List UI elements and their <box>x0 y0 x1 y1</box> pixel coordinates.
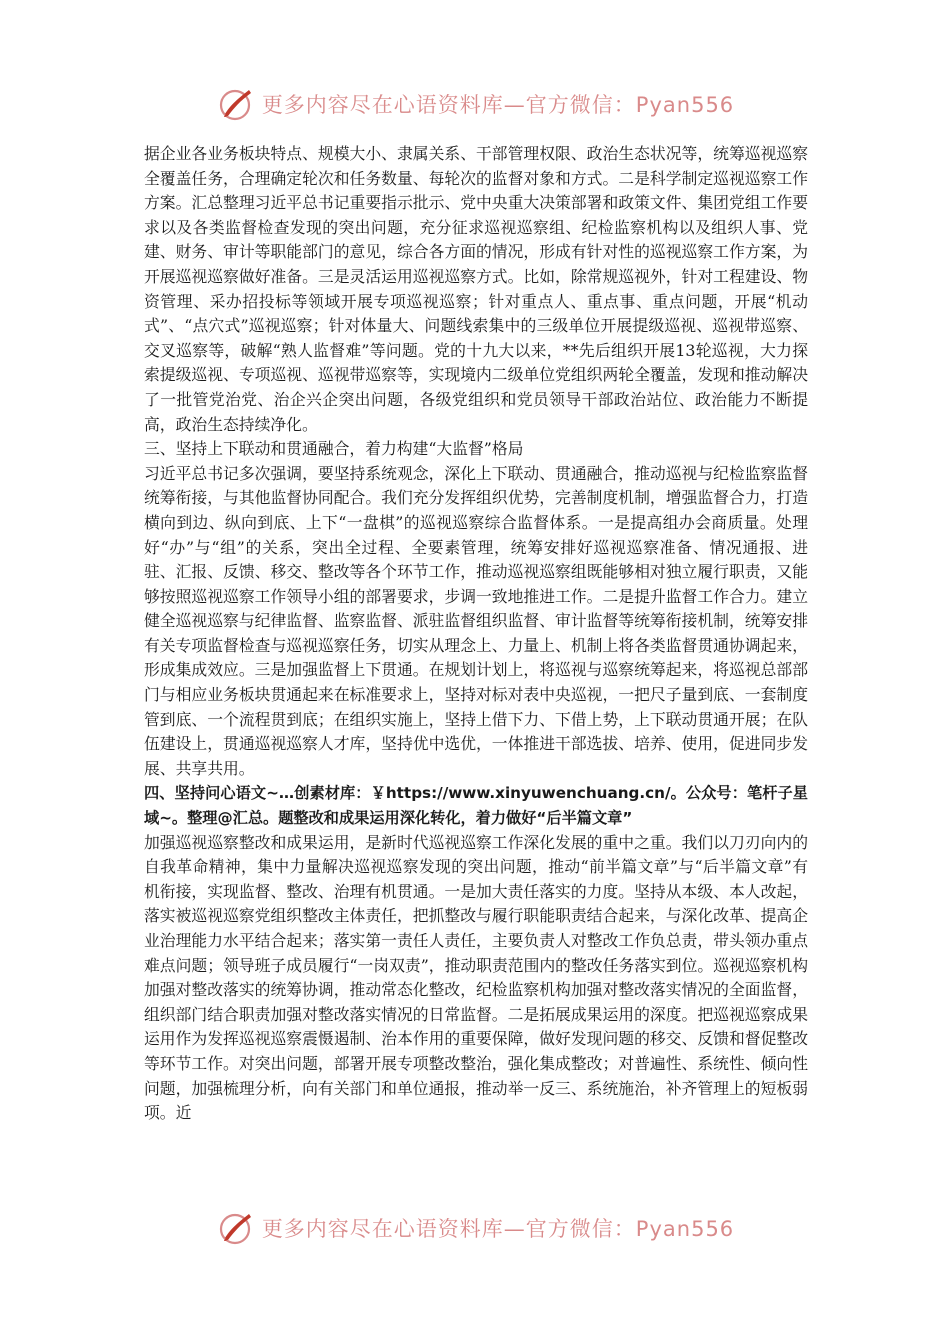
banner-text: 更多内容尽在心语资料库—官方微信：Pyan556 <box>261 1217 735 1241</box>
header-watermark-banner <box>0 82 950 126</box>
banner-text: 更多内容尽在心语资料库—官方微信：Pyan556 <box>261 93 735 117</box>
brush-logo-icon <box>216 84 256 124</box>
brush-logo-icon <box>216 1208 256 1248</box>
paragraph-2: 习近平总书记多次强调，要坚持系统观念，深化上下联动、贯通融合，推动巡视与纪检监察监督统筹衔接，与其他监督协同配合。我们充分发挥组织优势，完善制度机制，增强监督合力，打造横向到边、纵向到底、上下“一盘棋”的巡视巡察综合监督体系。一是提高组办会商质量。处理好“办”与“组”的关系，突出全过程、全要素管理，统筹安排好巡视巡察准备、情况通报、进驻、汇报、反馈、移交、整改等各个环节工作，推动巡视巡察组既能够相对独立履行职责，又能够按照巡视巡察工作领导小组的部署要求，步调一致地推进工作。二是提升监督工作合力。建立健全巡视巡察与纪律监督、监察监督、派驻监督组织监督、审计监督等统筹衔接机制，统筹安排有关专项监督检查与巡视巡察任务，切实从理念上、力量上、机制上将各类监督贯通协调起来，形成集成效应。三是加强监督上下贯通。在规划计划上，将巡视与巡察统筹起来，将巡视总部部门与相应业务板块贯通起来在标准要求上，坚持对标对表中央巡视，一把尺子量到底、一套制度管到底、一个流程贯到底；在组织实施上，坚持上借下力、下借上势，上下联动贯通开展；在队伍建设上，贯通巡视巡察人才库，坚持优中选优，一体推进干部选拔、培养、使用，促进同步发展、共享共用。 <box>144 463 808 778</box>
document-body <box>144 142 808 1126</box>
paragraph-1: 据企业各业务板块特点、规模大小、隶属关系、干部管理权限、政治生态状况等，统筹巡视巡察全覆盖任务，合理确定轮次和任务数量、每轮次的监督对象和方式。二是科学制定巡视巡察工作方案。汇总整理习近平总书记重要指示批示、党中央重大决策部署和政策文件、集团党组工作要求以及各类监督检查发现的突出问题，充分征求巡视巡察组、纪检监察机构以及组织人事、党建、财务、审计等职能部门的意见，综合各方面的情况，形成有针对性的巡视巡察工作方案，为开展巡视巡察做好准备。三是灵活运用巡视巡察方式。比如，除常规巡视外，针对工程建设、物资管理、采办招投标等领域开展专项巡视巡察；针对重点人、重点事、重点问题，开展“机动式”、“点穴式”巡视巡察；针对体量大、问题线索集中的三级单位开展提级巡视、巡视带巡察、交叉巡察等，破解“熟人监督难”等问题。党的十九大以来，**先后组织开展13轮巡视，大力探索提级巡视、专项巡视、巡视带巡察等，实现境内二级单位党组织两轮全覆盖，发现和推动解决了一批管党治党、治企兴企突出问题，各级党组织和党员领导干部政治站位、政治能力不断提高，政治生态持续净化。 <box>144 144 808 434</box>
paragraph-3: 加强巡视巡察整改和成果运用，是新时代巡视巡察工作深化发展的重中之重。我们以刀刃向内的自我革命精神，集中力量解决巡视巡察发现的突出问题，推动“前半篇文章”与“后半篇文章”有机衔接，实现监督、整改、治理有机贯通。一是加大责任落实的力度。坚持从本级、本人改起，落实被巡视巡察党组织整改主体责任，把抓整改与履行职能职责结合起来，与深化改革、提高企业治理能力水平结合起来；落实第一责任人责任，主要负责人对整改工作负总责，带头领办重点难点问题；领导班子成员履行“一岗双责”，推动职责范围内的整改任务落实到位。巡视巡察机构加强对整改落实的统筹协调，推动常态化整改，纪检监察机构加强对整改落实情况的全面监督，组织部门结合职责加强对整改落实情况的日常监督。二是拓展成果运用的深度。把巡视巡察成果运用作为发挥巡视巡察震慑遏制、治本作用的重要保障，做好发现问题的移交、反馈和督促整改等环节工作。对突出问题，部署开展专项整改整治，强化集成整改；对普遍性、系统性、倾向性问题，加强梳理分析，向有关部门和单位通报，推动举一反三、系统施治，补齐管理上的短板弱项。近 <box>144 832 808 1123</box>
section-heading-4: 四、坚持问心语文~…创素材库：￥https://www.xinyuwenchuang.cn/。公众号：笔杆子星域~。整理@汇总。题整改和成果运用深化转化，着力做好“后半篇文章” <box>144 784 808 828</box>
footer-watermark-banner <box>0 1206 950 1250</box>
section-heading-3: 三、坚持上下联动和贯通融合，着力构建“大监督”格局 <box>144 439 524 459</box>
